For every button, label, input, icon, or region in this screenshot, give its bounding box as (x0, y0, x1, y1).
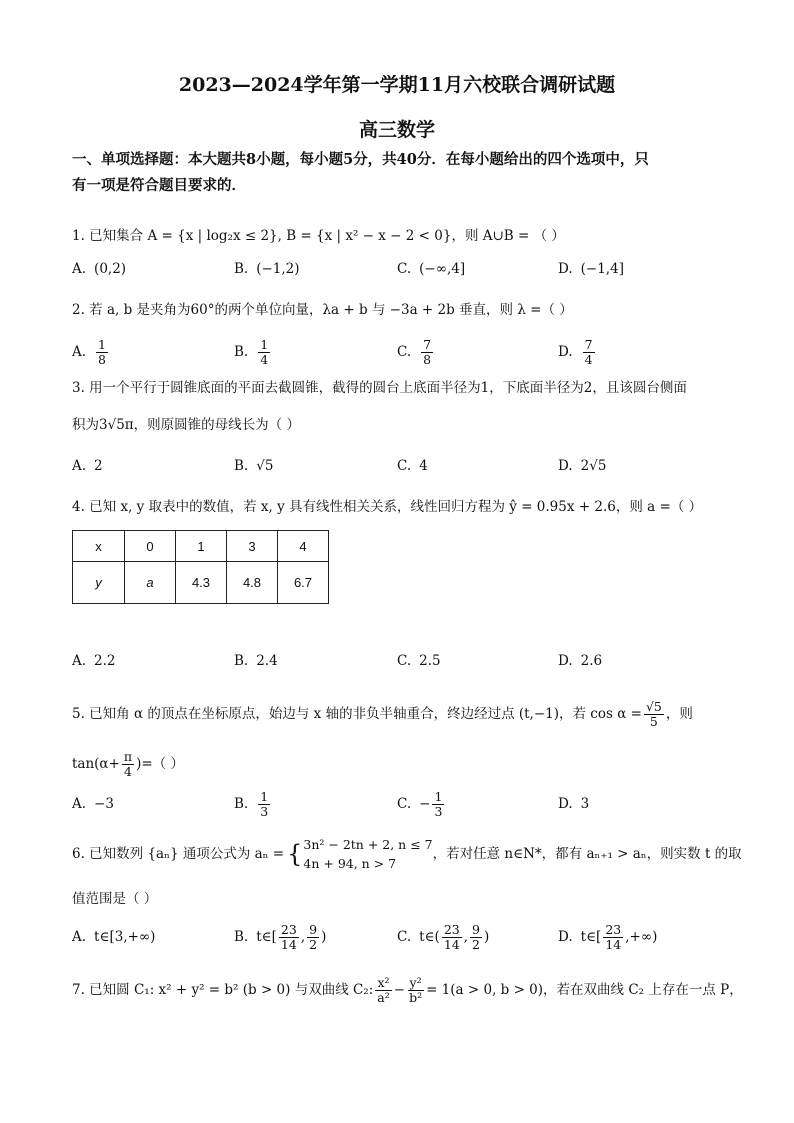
option-label: A. (72, 929, 87, 945)
option-label: C. (397, 796, 412, 812)
fraction: $\frac{1}{4}$ (260, 336, 269, 367)
table-cell: 0 (125, 531, 176, 562)
option-label: A. (72, 796, 87, 812)
option-value: 2.2 (94, 653, 116, 669)
q5-option-c[interactable]: C. − $\frac{1}{3}$ (397, 788, 443, 819)
option-label: C. (397, 344, 412, 360)
q5-option-a[interactable] (72, 786, 114, 822)
table-cell: x (73, 531, 125, 562)
table-cell: 6.7 (278, 562, 329, 604)
fraction: $\frac{\pi}{4}$ (123, 748, 133, 779)
q3-option-d[interactable] (558, 449, 606, 483)
q6-option-b[interactable]: B. t∈[ $\frac{23}{14}$ , $\frac{9}{2}$ ) (234, 921, 327, 952)
option-label: C. (397, 261, 412, 277)
table-cell: 4.8 (227, 562, 278, 604)
q6-option-c[interactable]: C. t∈( $\frac{23}{14}$ , $\frac{9}{2}$ ) (397, 921, 490, 952)
option-label: D. (558, 796, 573, 812)
section-heading (72, 147, 732, 199)
option-label: A. (72, 261, 87, 277)
option-value: 3 (580, 796, 590, 812)
q5-option-d[interactable] (558, 786, 589, 822)
option-value: (−1,2) (256, 261, 300, 277)
option-label: D. (558, 653, 573, 669)
question-3-line1: 3. 用一个平行于圆锥底面的平面去截圆锥，截得的圆台上底面半径为1，下底面半径为2，且该圆台侧面 (72, 380, 687, 396)
q4-option-c[interactable] (397, 644, 441, 678)
data-table (72, 530, 329, 604)
option-label: A. (72, 458, 87, 474)
table-cell: 3 (227, 531, 278, 562)
q4-option-a[interactable] (72, 644, 116, 678)
option-label: D. (558, 929, 573, 945)
fraction: $\frac{9}{2}$ (472, 921, 480, 952)
question-1: 1. 已知集合 A = {x | log₂x ≤ 2}, B = {x | x² − x − 2 < 0}，则 A∪B = （ ） (72, 228, 565, 244)
q3-option-c[interactable] (397, 449, 428, 483)
option-value: (−∞,4] (419, 261, 466, 277)
fraction: $\frac{23}{14}$ (443, 921, 460, 952)
q2-option-b[interactable] (234, 334, 272, 370)
q5-option-b[interactable] (234, 786, 272, 822)
q1-option-d[interactable] (558, 252, 624, 286)
table-cell: y (73, 562, 125, 604)
table-cell: 4.3 (176, 562, 227, 604)
question-5-line1: 5. 已知角 α 的顶点在坐标原点，始边与 x 轴的非负半轴重合，终边经过点 (t,−1)，若 cos α = $\frac{√5}{5}$ ，则 (72, 698, 693, 729)
fraction: $\frac{√5}{5}$ (645, 698, 662, 729)
option-label: A. (72, 653, 87, 669)
option-value: (0,2) (94, 261, 127, 277)
section-heading-line1: 一、单项选择题：本大题共8小题，每小题5分，共40分．在每小题给出的四个选项中，只 (72, 151, 649, 168)
fraction: $\frac{9}{2}$ (309, 921, 318, 952)
q2-option-c[interactable] (397, 334, 435, 370)
question-6-line1: 6. 已知数列 {aₙ} 通项公式为 aₙ = { 3n² − 2tn + 2, n ≤ 7 4n + 94, n > 7 ，若对任意 n∈N*，都有 aₙ₊₁ > aₙ，则实数 t 的取 (72, 837, 742, 871)
option-label: D. (558, 458, 573, 474)
option-label: D. (558, 344, 573, 360)
fraction: $\frac{\text{x²}}{\text{a²}}$ (377, 974, 390, 1005)
fraction: $\frac{1}{3}$ (434, 788, 443, 819)
q2-option-d[interactable] (558, 334, 597, 370)
q3-option-a[interactable] (72, 449, 103, 483)
q6-option-a[interactable] (72, 919, 155, 955)
question-3-options (72, 449, 732, 483)
q3-option-b[interactable] (234, 449, 273, 483)
option-label: B. (234, 653, 249, 669)
option-value: 2.4 (256, 653, 278, 669)
q1-option-a[interactable] (72, 252, 126, 286)
table-row (73, 562, 329, 604)
option-label: C. (397, 929, 412, 945)
option-label: D. (558, 261, 573, 277)
question-5-options (72, 786, 732, 822)
table-cell: 1 (176, 531, 227, 562)
option-value: t∈[3,+∞) (94, 929, 156, 945)
question-5-line2: tan(α+ $\frac{\pi}{4}$ )=（ ） (72, 748, 184, 779)
fraction: $\frac{7}{8}$ (423, 336, 432, 367)
question-2: 2. 若 a, b 是夹角为60°的两个单位向量，λa + b 与 −3a + 2b 垂直，则 λ =（ ） (72, 302, 573, 318)
q6-option-d[interactable]: D. t∈[ $\frac{23}{14}$ ,+∞) (558, 921, 658, 952)
option-label: B. (234, 929, 249, 945)
table-cell: 4 (278, 531, 329, 562)
brace-icon: { (287, 840, 303, 868)
q1-option-c[interactable] (397, 252, 465, 286)
question-4: 4. 已知 x, y 取表中的数值，若 x, y 具有线性相关关系，线性回归方程为 ŷ = 0.95x + 2.6，则 a =（ ） (72, 499, 703, 515)
piecewise-cases: 3n² − 2tn + 2, n ≤ 7 4n + 94, n > 7 (303, 837, 433, 871)
fraction: $\frac{\text{y²}}{\text{b²}}$ (409, 974, 423, 1005)
fraction: $\frac{1}{8}$ (98, 336, 106, 367)
question-6-line2: 值范围是（ ） (72, 891, 158, 907)
fraction: $\frac{7}{4}$ (584, 336, 593, 367)
q4-option-b[interactable] (234, 644, 278, 678)
option-value: (−1,4] (580, 261, 624, 277)
option-value: 2 (94, 458, 103, 474)
option-label: B. (234, 344, 249, 360)
exam-subtitle: 高三数学 (358, 119, 435, 141)
question-6-options (72, 919, 732, 955)
option-label: B. (234, 458, 249, 474)
question-1-options (72, 252, 732, 286)
q1-option-b[interactable] (234, 252, 300, 286)
q2-option-a[interactable] (72, 334, 110, 370)
option-value: −3 (94, 796, 114, 812)
option-label: B. (234, 796, 249, 812)
fraction: $\frac{23}{14}$ (605, 921, 622, 952)
exam-title: 2023—2024学年第一学期11月六校联合调研试题 (178, 74, 616, 96)
option-value: 2.5 (419, 653, 441, 669)
option-value: 2.6 (580, 653, 603, 669)
question-7: 7. 已知圆 C₁: x² + y² = b² (b > 0) 与双曲线 C₂: $\frac{\text{x²}}{\text{a²}}$ − $\frac{\text{y²}}{\text{b²}}$ = 1(a > 0, b > 0)，若在双曲线 C₂ 上存在一点 P， (72, 974, 743, 1005)
question-4-options (72, 644, 732, 678)
option-label: B. (234, 261, 249, 277)
section-heading-line2: 有一项是符合题目要求的． (72, 177, 246, 194)
option-value: 2√5 (580, 458, 607, 474)
question-3-line2: 积为3√5π，则原圆锥的母线长为（ ） (72, 417, 300, 433)
question-2-options (72, 334, 732, 370)
q4-option-d[interactable] (558, 644, 602, 678)
option-label: C. (397, 653, 412, 669)
option-label: C. (397, 458, 412, 474)
option-value: 4 (419, 458, 428, 474)
option-value: √5 (256, 458, 274, 474)
table-row (73, 531, 329, 562)
option-label: A. (72, 344, 87, 360)
fraction: $\frac{1}{3}$ (260, 788, 269, 819)
table-cell: a (125, 562, 176, 604)
fraction: $\frac{23}{14}$ (280, 921, 297, 952)
